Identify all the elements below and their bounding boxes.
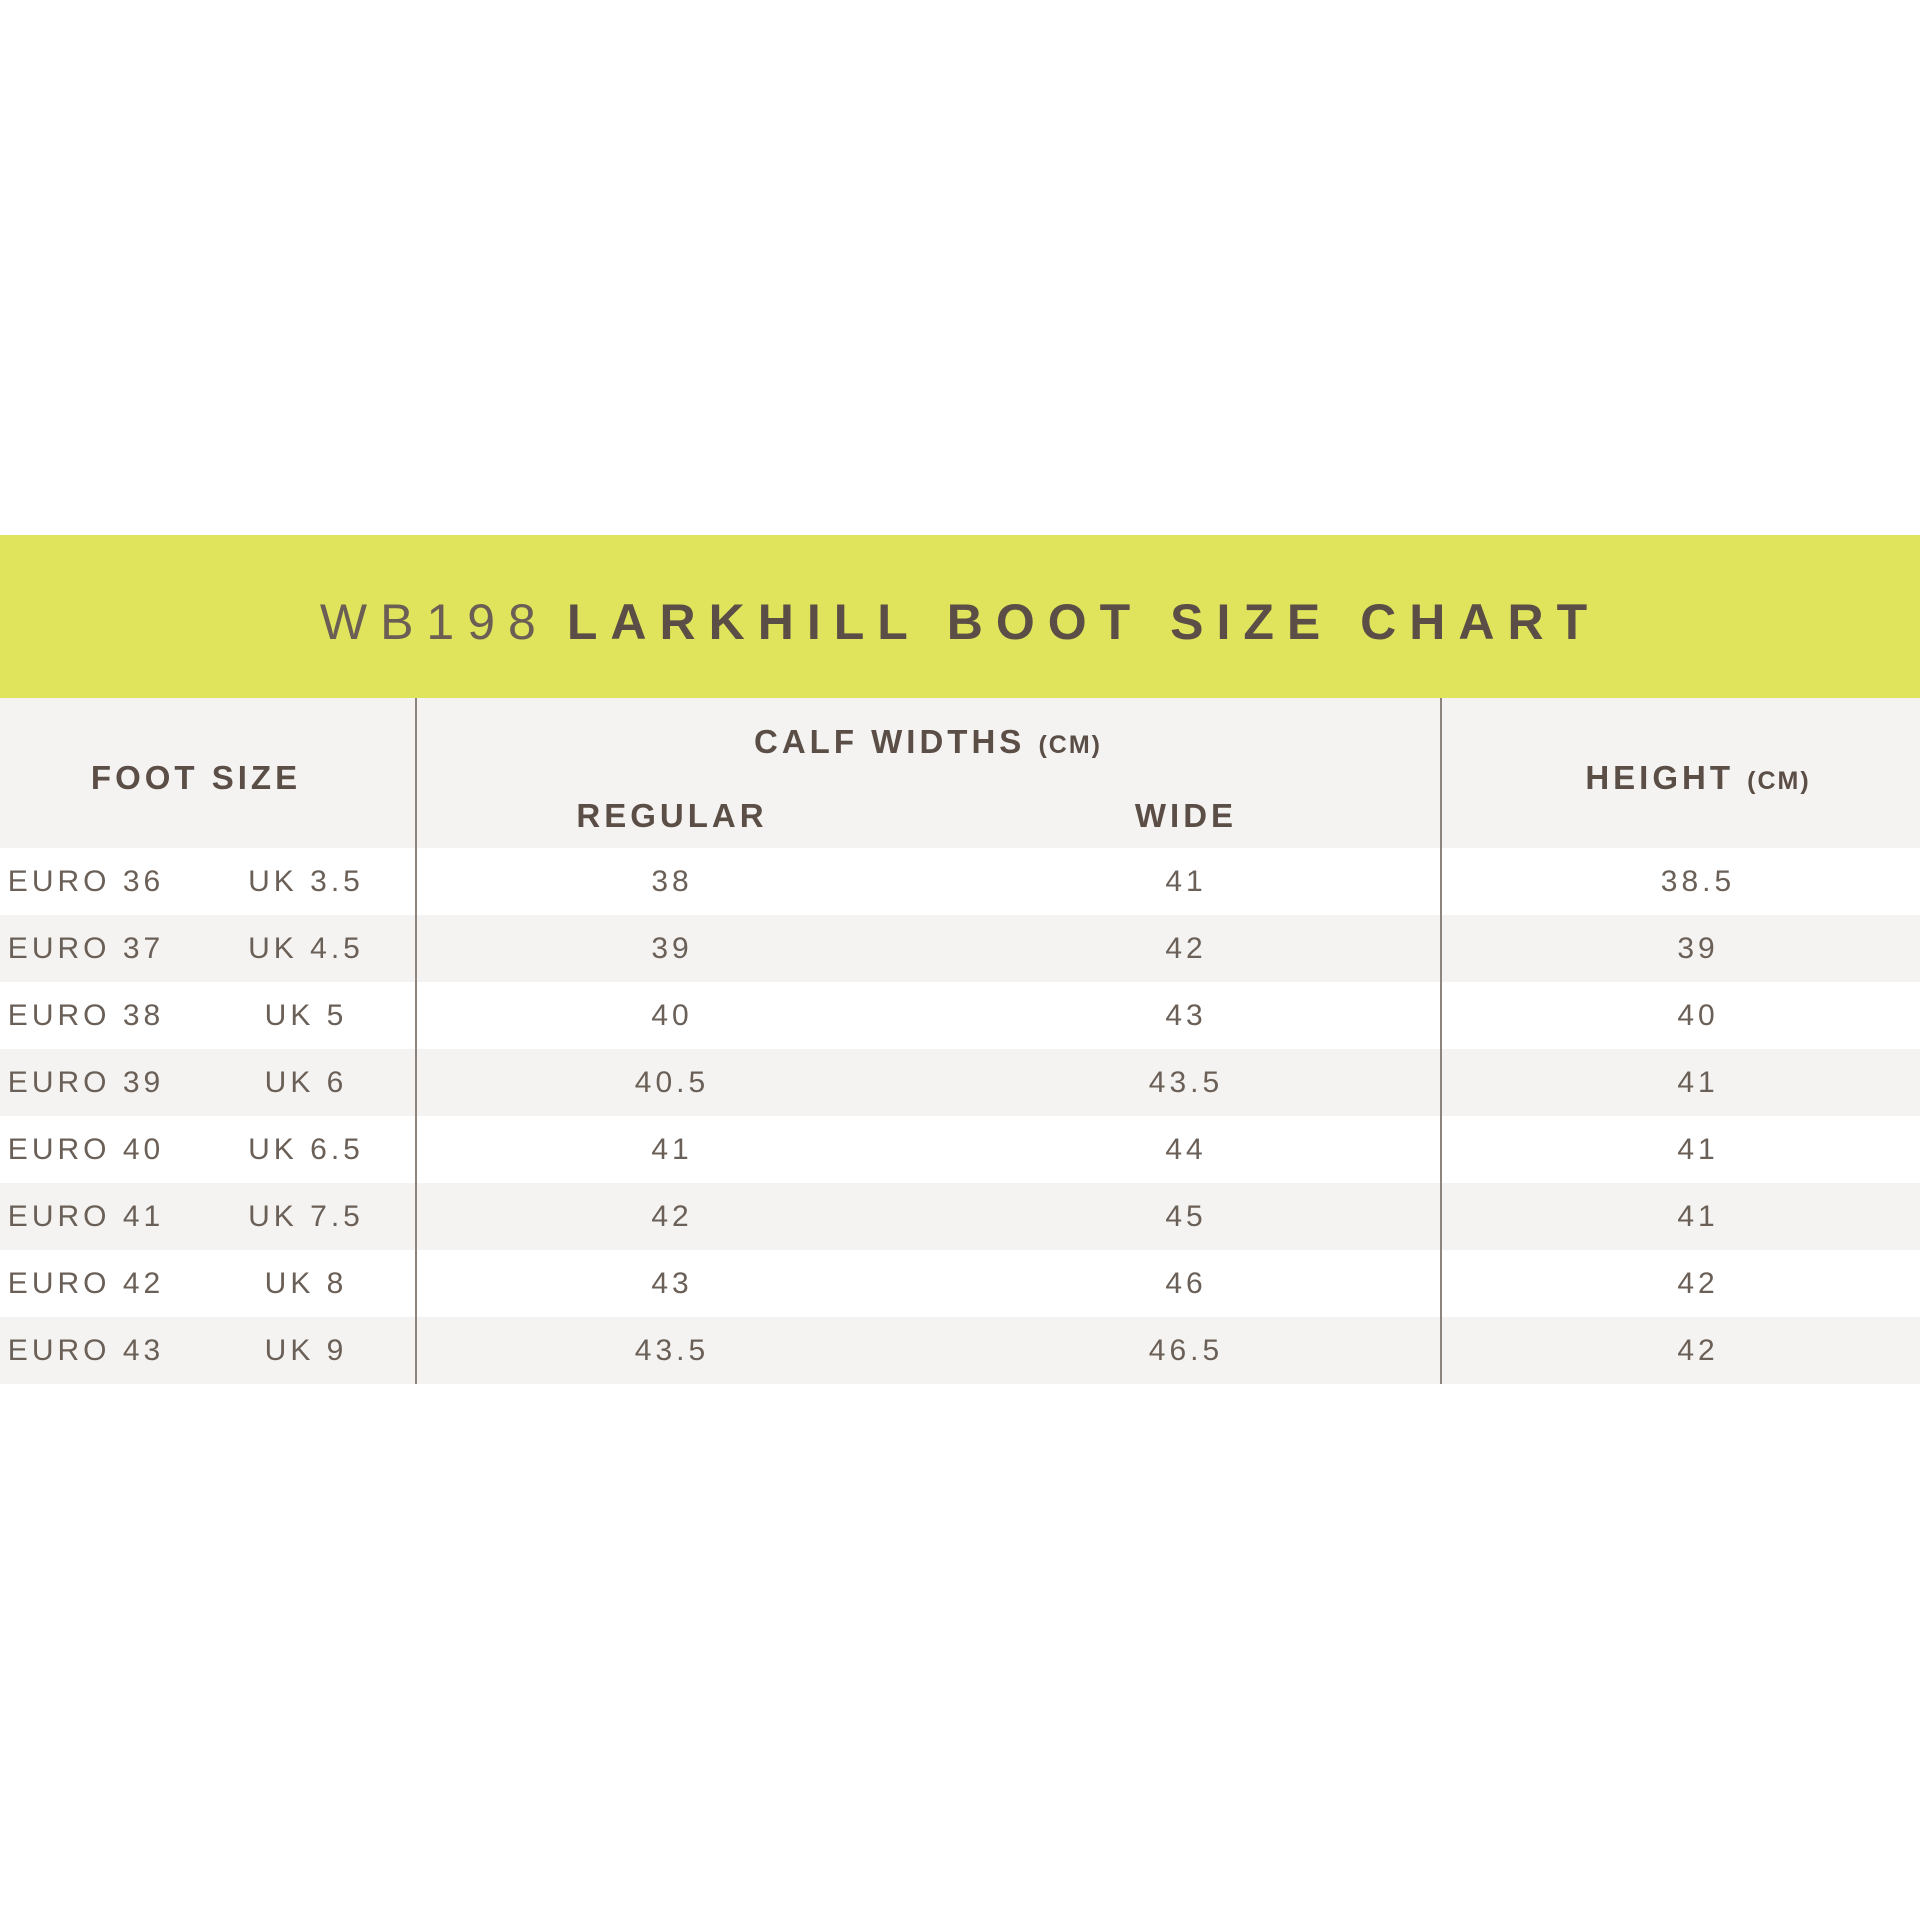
- table-row: [0, 1250, 1920, 1317]
- cell-height: 42: [1677, 1333, 1719, 1367]
- header-calf-widths-unit: (CM): [1038, 731, 1102, 759]
- cell-height: 42: [1677, 1266, 1719, 1300]
- cell-euro: EURO 42: [7, 1266, 165, 1300]
- cell-height: 38.5: [1660, 864, 1736, 898]
- table-row: [0, 1116, 1920, 1183]
- cell-wide: 46.5: [1148, 1333, 1224, 1367]
- cell-euro: EURO 39: [7, 1065, 165, 1099]
- header-height-label: HEIGHT: [1585, 759, 1734, 796]
- header-height-unit: (CM): [1747, 767, 1811, 795]
- title-banner: [0, 535, 1920, 698]
- product-code: WB198: [319, 593, 549, 650]
- cell-wide: 43: [1165, 998, 1207, 1032]
- table-row: [0, 982, 1920, 1049]
- cell-uk: UK 9: [264, 1333, 348, 1367]
- cell-height: 41: [1677, 1199, 1719, 1233]
- table-row: [0, 848, 1920, 915]
- cell-euro: EURO 37: [7, 931, 165, 965]
- cell-wide: 41: [1165, 864, 1207, 898]
- cell-height: 40: [1677, 998, 1719, 1032]
- cell-euro: EURO 41: [7, 1199, 165, 1233]
- header-regular: REGULAR: [576, 797, 768, 834]
- cell-uk: UK 3.5: [248, 864, 364, 898]
- cell-uk: UK 5: [264, 998, 348, 1032]
- table-row: [0, 1183, 1920, 1250]
- cell-wide: 43.5: [1148, 1065, 1224, 1099]
- cell-regular: 43: [651, 1266, 693, 1300]
- cell-uk: UK 6: [264, 1065, 348, 1099]
- header-wide: WIDE: [1134, 797, 1238, 834]
- cell-euro: EURO 36: [7, 864, 165, 898]
- cell-regular: 41: [651, 1132, 693, 1166]
- cell-wide: 45: [1165, 1199, 1207, 1233]
- cell-euro: EURO 40: [7, 1132, 165, 1166]
- cell-uk: UK 7.5: [248, 1199, 364, 1233]
- cell-regular: 38: [651, 864, 693, 898]
- table-row: [0, 1049, 1920, 1116]
- table-body: [0, 848, 1920, 1384]
- cell-uk: UK 6.5: [248, 1132, 364, 1166]
- table-row: [0, 1317, 1920, 1384]
- cell-wide: 44: [1165, 1132, 1207, 1166]
- cell-wide: 46: [1165, 1266, 1207, 1300]
- table-header: [0, 698, 1920, 848]
- column-divider-height: [1440, 698, 1442, 1384]
- cell-uk: UK 8: [264, 1266, 348, 1300]
- cell-regular: 40.5: [634, 1065, 710, 1099]
- header-foot-size: FOOT SIZE: [90, 759, 302, 796]
- header-calf-widths: [754, 723, 1102, 761]
- header-height: [1585, 759, 1810, 797]
- cell-euro: EURO 38: [7, 998, 165, 1032]
- cell-height: 39: [1677, 931, 1719, 965]
- column-divider-foot: [415, 698, 417, 1384]
- table-row: [0, 915, 1920, 982]
- cell-regular: 42: [651, 1199, 693, 1233]
- product-name: LARKHILL BOOT SIZE CHART: [566, 593, 1601, 650]
- cell-height: 41: [1677, 1065, 1719, 1099]
- cell-height: 41: [1677, 1132, 1719, 1166]
- header-calf-widths-label: CALF WIDTHS: [754, 723, 1026, 760]
- chart-title: [320, 593, 1600, 651]
- cell-uk: UK 4.5: [248, 931, 364, 965]
- cell-wide: 42: [1165, 931, 1207, 965]
- cell-euro: EURO 43: [7, 1333, 165, 1367]
- cell-regular: 40: [651, 998, 693, 1032]
- cell-regular: 39: [651, 931, 693, 965]
- cell-regular: 43.5: [634, 1333, 710, 1367]
